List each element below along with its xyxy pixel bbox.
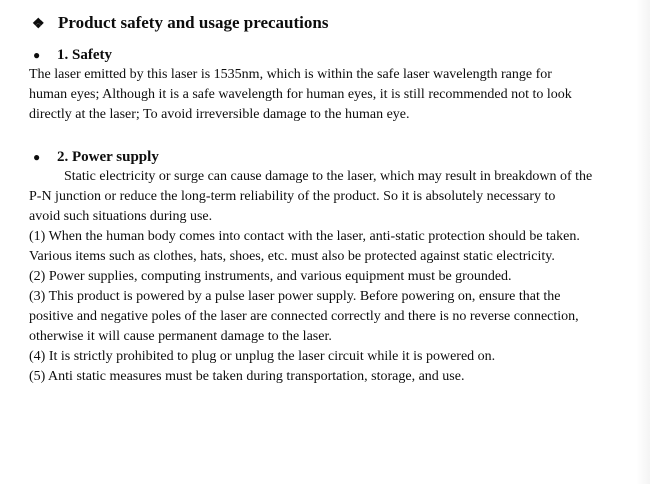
section-heading-text: 2. Power supply bbox=[57, 149, 159, 165]
section-heading-power-supply bbox=[33, 147, 650, 167]
body-line: (5) Anti static measures must be taken during transportation, storage, and use. bbox=[29, 369, 465, 384]
page-title-text: Product safety and usage precautions bbox=[58, 13, 329, 32]
section-body-power-supply bbox=[29, 167, 650, 387]
body-line: (2) Power supplies, computing instruments, and various equipment must be grounded. bbox=[29, 269, 512, 284]
body-line: Static electricity or surge can cause damage to the laser, which may result in breakdown of the bbox=[64, 169, 593, 184]
diamond-list-marker-icon: ❖ bbox=[32, 17, 45, 32]
body-line: positive and negative poles of the laser are connected correctly and there is no reverse connection, bbox=[29, 309, 579, 324]
body-line: directly at the laser; To avoid irreversible damage to the human eye. bbox=[29, 107, 410, 122]
bullet-icon: ● bbox=[33, 150, 41, 164]
page-title bbox=[32, 11, 650, 37]
section-heading-safety bbox=[33, 45, 650, 65]
body-line: Various items such as clothes, hats, shoes, etc. must also be protected against static electricity. bbox=[29, 249, 555, 264]
body-line: P-N junction or reduce the long-term reliability of the product. So it is absolutely necessary to bbox=[29, 189, 556, 204]
body-line: otherwise it will cause permanent damage to the laser. bbox=[29, 329, 332, 344]
body-line: The laser emitted by this laser is 1535nm, which is within the safe laser wavelength range for bbox=[29, 67, 552, 82]
body-line: human eyes; Although it is a safe wavelength for human eyes, it is still recommended not to look bbox=[29, 87, 572, 102]
body-line: (3) This product is powered by a pulse laser power supply. Before powering on, ensure that the bbox=[29, 289, 561, 304]
body-line: avoid such situations during use. bbox=[29, 209, 213, 224]
bullet-icon: ● bbox=[33, 48, 41, 62]
body-line: (1) When the human body comes into contact with the laser, anti-static protection should be taken. bbox=[29, 229, 580, 244]
body-line: (4) It is strictly prohibited to plug or unplug the laser circuit while it is powered on. bbox=[29, 349, 496, 364]
section-body-safety bbox=[29, 65, 650, 125]
section-heading-text: 1. Safety bbox=[57, 47, 112, 63]
